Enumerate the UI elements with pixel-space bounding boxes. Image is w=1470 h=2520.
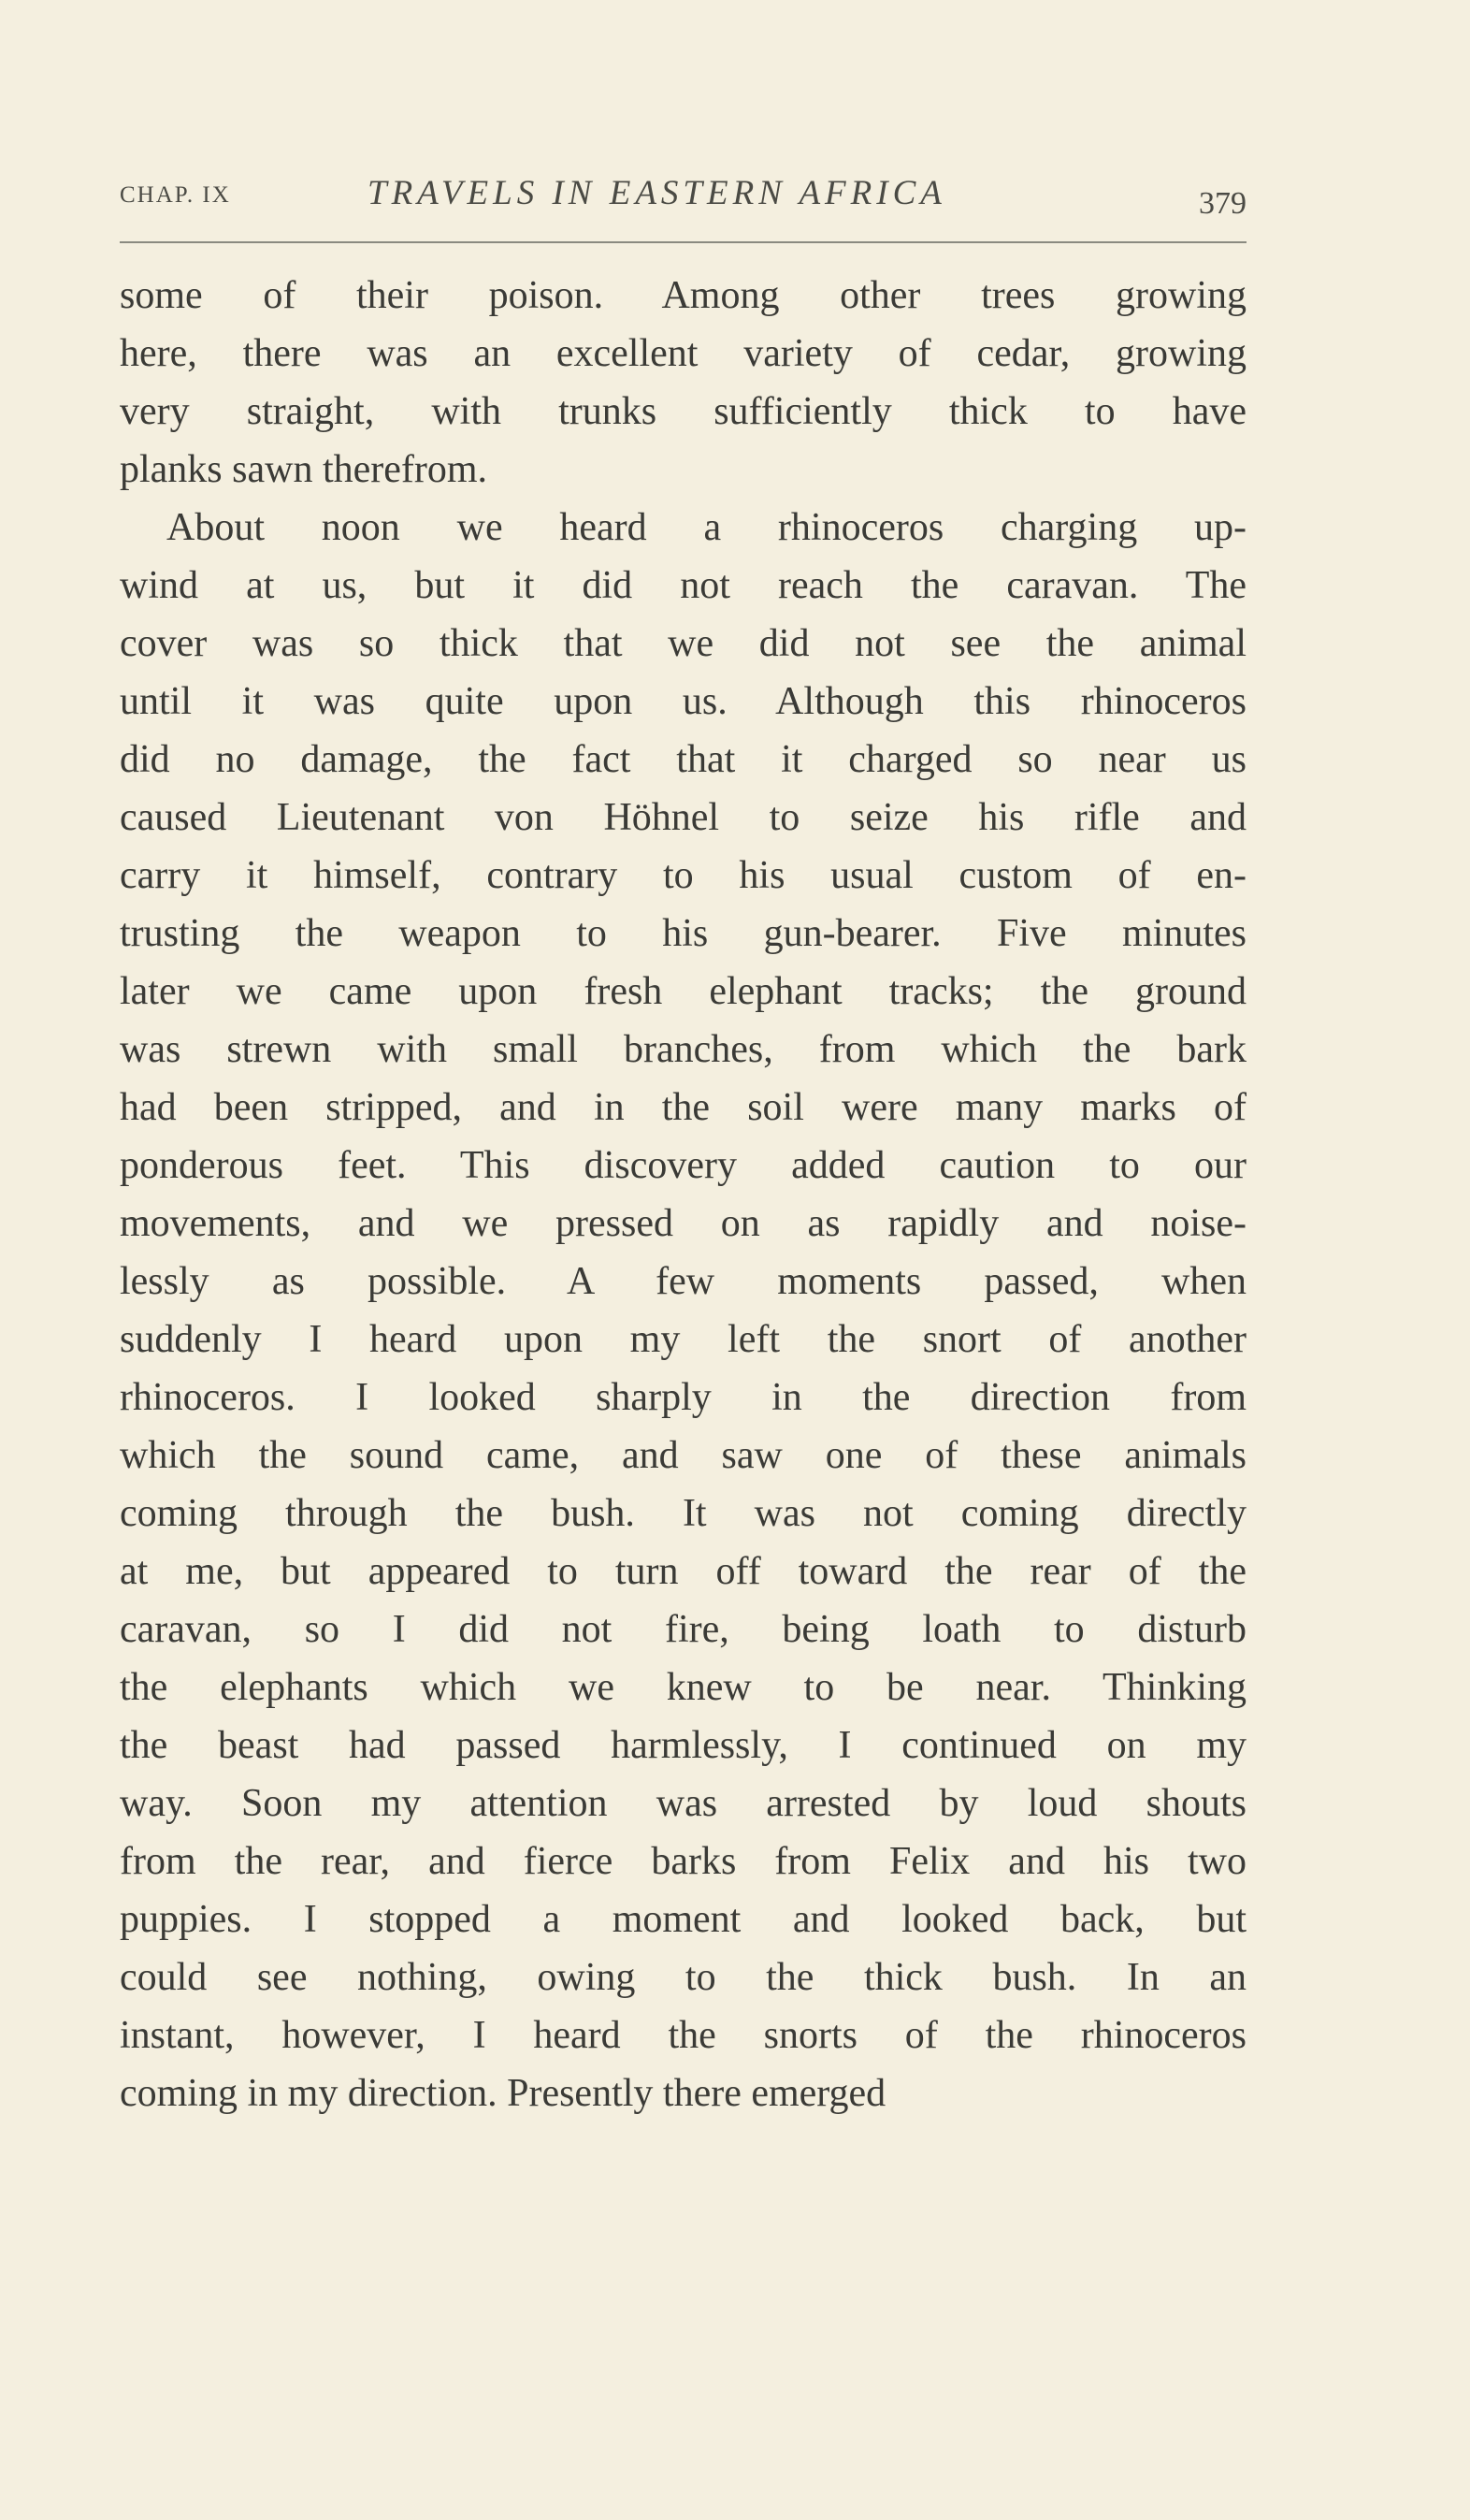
running-title: TRAVELS IN EASTERN AFRICA <box>368 174 946 212</box>
text-line: coming in my direction. Presently there emerged <box>120 2072 886 2115</box>
text-line: could see nothing, owing to the thick bush. In an <box>120 1956 1247 1999</box>
body-text <box>120 267 1247 2122</box>
text-line: movements, and we pressed on as rapidly and noise- <box>120 1202 1247 1245</box>
chapter-label: CHAP. IX <box>120 182 231 208</box>
text-line: ponderous feet. This discovery added caution to our <box>120 1144 1247 1187</box>
text-line: coming through the bush. It was not coming directly <box>120 1492 1247 1535</box>
text-line: very straight, with trunks sufficiently thick to have <box>120 390 1247 433</box>
text-line: at me, but appeared to turn off toward the rear of the <box>120 1550 1247 1593</box>
text-line: cover was so thick that we did not see the animal <box>120 622 1247 665</box>
paragraph <box>120 267 1247 499</box>
page-number: 379 <box>1199 186 1247 221</box>
text-line: from the rear, and fierce barks from Felix and his two <box>120 1840 1247 1883</box>
header-rule <box>120 241 1247 243</box>
text-line: here, there was an excellent variety of cedar, growing <box>120 332 1247 375</box>
text-line: later we came upon fresh elephant tracks; the ground <box>120 970 1247 1013</box>
text-line: wind at us, but it did not reach the caravan. The <box>120 564 1247 607</box>
text-line: caravan, so I did not fire, being loath to disturb <box>120 1608 1247 1651</box>
text-line: lessly as possible. A few moments passed, when <box>120 1260 1247 1303</box>
text-line: carry it himself, contrary to his usual custom of en- <box>120 854 1247 897</box>
running-head <box>120 173 1247 229</box>
text-line: puppies. I stopped a moment and looked back, but <box>120 1898 1247 1941</box>
text-line: the beast had passed harmlessly, I continued on my <box>120 1724 1247 1767</box>
text-line: the elephants which we knew to be near. Thinking <box>120 1666 1247 1709</box>
text-line: did no damage, the fact that it charged so near us <box>120 738 1247 781</box>
text-line: suddenly I heard upon my left the snort of another <box>120 1318 1247 1361</box>
text-line: instant, however, I heard the snorts of the rhinoceros <box>120 2014 1247 2057</box>
text-line: planks sawn therefrom. <box>120 448 488 491</box>
text-line: until it was quite upon us. Although this rhinoceros <box>120 680 1247 723</box>
text-line: rhinoceros. I looked sharply in the direction from <box>120 1376 1247 1419</box>
text-line: About noon we heard a rhinoceros charging up- <box>166 506 1247 549</box>
text-line: some of their poison. Among other trees growing <box>120 274 1247 317</box>
text-line: was strewn with small branches, from which the bark <box>120 1028 1247 1071</box>
text-line: trusting the weapon to his gun-bearer. Five minutes <box>120 912 1247 955</box>
text-line: had been stripped, and in the soil were many marks of <box>120 1086 1247 1129</box>
paragraph <box>120 499 1247 2122</box>
text-line: way. Soon my attention was arrested by loud shouts <box>120 1782 1247 1825</box>
text-line: caused Lieutenant von Höhnel to seize his rifle and <box>120 796 1247 839</box>
text-line: which the sound came, and saw one of these animals <box>120 1434 1247 1477</box>
